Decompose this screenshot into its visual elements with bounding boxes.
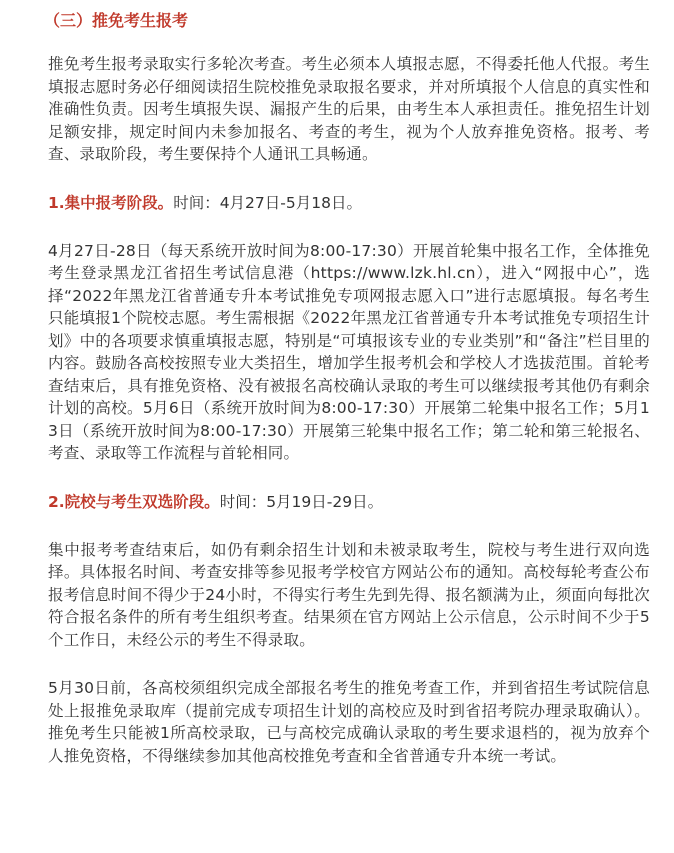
stage1-time: 时间：4月27日-5月18日。 bbox=[173, 193, 362, 212]
stage1-title: 1.集中报考阶段。 bbox=[48, 193, 174, 212]
stage1-heading bbox=[48, 192, 650, 214]
final-paragraph: 5月30日前，各高校须组织完成全部报名考生的推免考查工作，并到省招生考试院信息处上报推免录取库（提前完成专项招生计划的高校应及时到省招考院办理录取确认）。推免考生只能被1所高校录取，已与高校完成确认录取的考生要求退档的，视为放弃个人推免资格，不得继续参加其他高校推免考查和全省普通专升本统一考试。 bbox=[48, 679, 650, 765]
intro-paragraph: 推免考生报考录取实行多轮次考查。考生必须本人填报志愿，不得委托他人代报。考生填报志愿时务必仔细阅读招生院校推免录取报名要求，并对所填报个人信息的真实性和准确性负责。因考生填报失误、漏报产生的后果，由考生本人承担责任。推免招生计划足额安排，规定时间内未参加报名、考查的考生，视为个人放弃推免资格。报考、考查、录取阶段，考生要保持个人通讯工具畅通。 bbox=[48, 55, 650, 163]
stage2-heading bbox=[48, 491, 650, 513]
section-heading: （三）推免考生报考 bbox=[44, 11, 189, 30]
stage2-paragraph: 集中报考考查结束后，如仍有剩余招生计划和未被录取考生，院校与考生进行双向选择。具体报名时间、考查安排等参见报考学校官方网站公布的通知。高校每轮考查公布报考信息时间不得少于24小时，不得实行考生先到先得、报名额满为止，须面向每批次符合报名条件的所有考生组织考查。结果须在官方网站上公示信息，公示时间不少于5个工作日，未经公示的考生不得录取。 bbox=[48, 540, 650, 649]
stage2-time: 时间：5月19日-29日。 bbox=[219, 492, 384, 511]
stage1-paragraph: 4月27日-28日（每天系统开放时间为8:00-17:30）开展首轮集中报名工作，全体推免考生登录黑龙江省招生考试信息港（https://www.lzk.hl.cn），进入“网报中心”，选择“2022年黑龙江省普通专升本考试推免专项网报志愿入口”进行志愿填报。每名考生只能填报1个院校志愿。考生需根据《2022年黑龙江省普通专升本考试推免专项招生计划》中的各项要求慎重填报志愿，特别是“可填报该专业的专业类别”和“备注”栏目里的内容。鼓励各高校按照专业大类招生，增加学生报考机会和学校人才选拔范围。首轮考查结束后，具有推免资格、没有被报名高校确认录取的考生可以继续报考其他仍有剩余计划的高校。5月6日（系统开放时间为8:00-17:30）开展第二轮集中报名工作；5月13日（系统开放时间为8:00-17:30）开展第三轮集中报名工作；第二轮和第三轮报名、考查、录取等工作流程与首轮相同。 bbox=[48, 241, 650, 462]
stage2-title: 2.院校与考生双选阶段。 bbox=[48, 492, 220, 511]
